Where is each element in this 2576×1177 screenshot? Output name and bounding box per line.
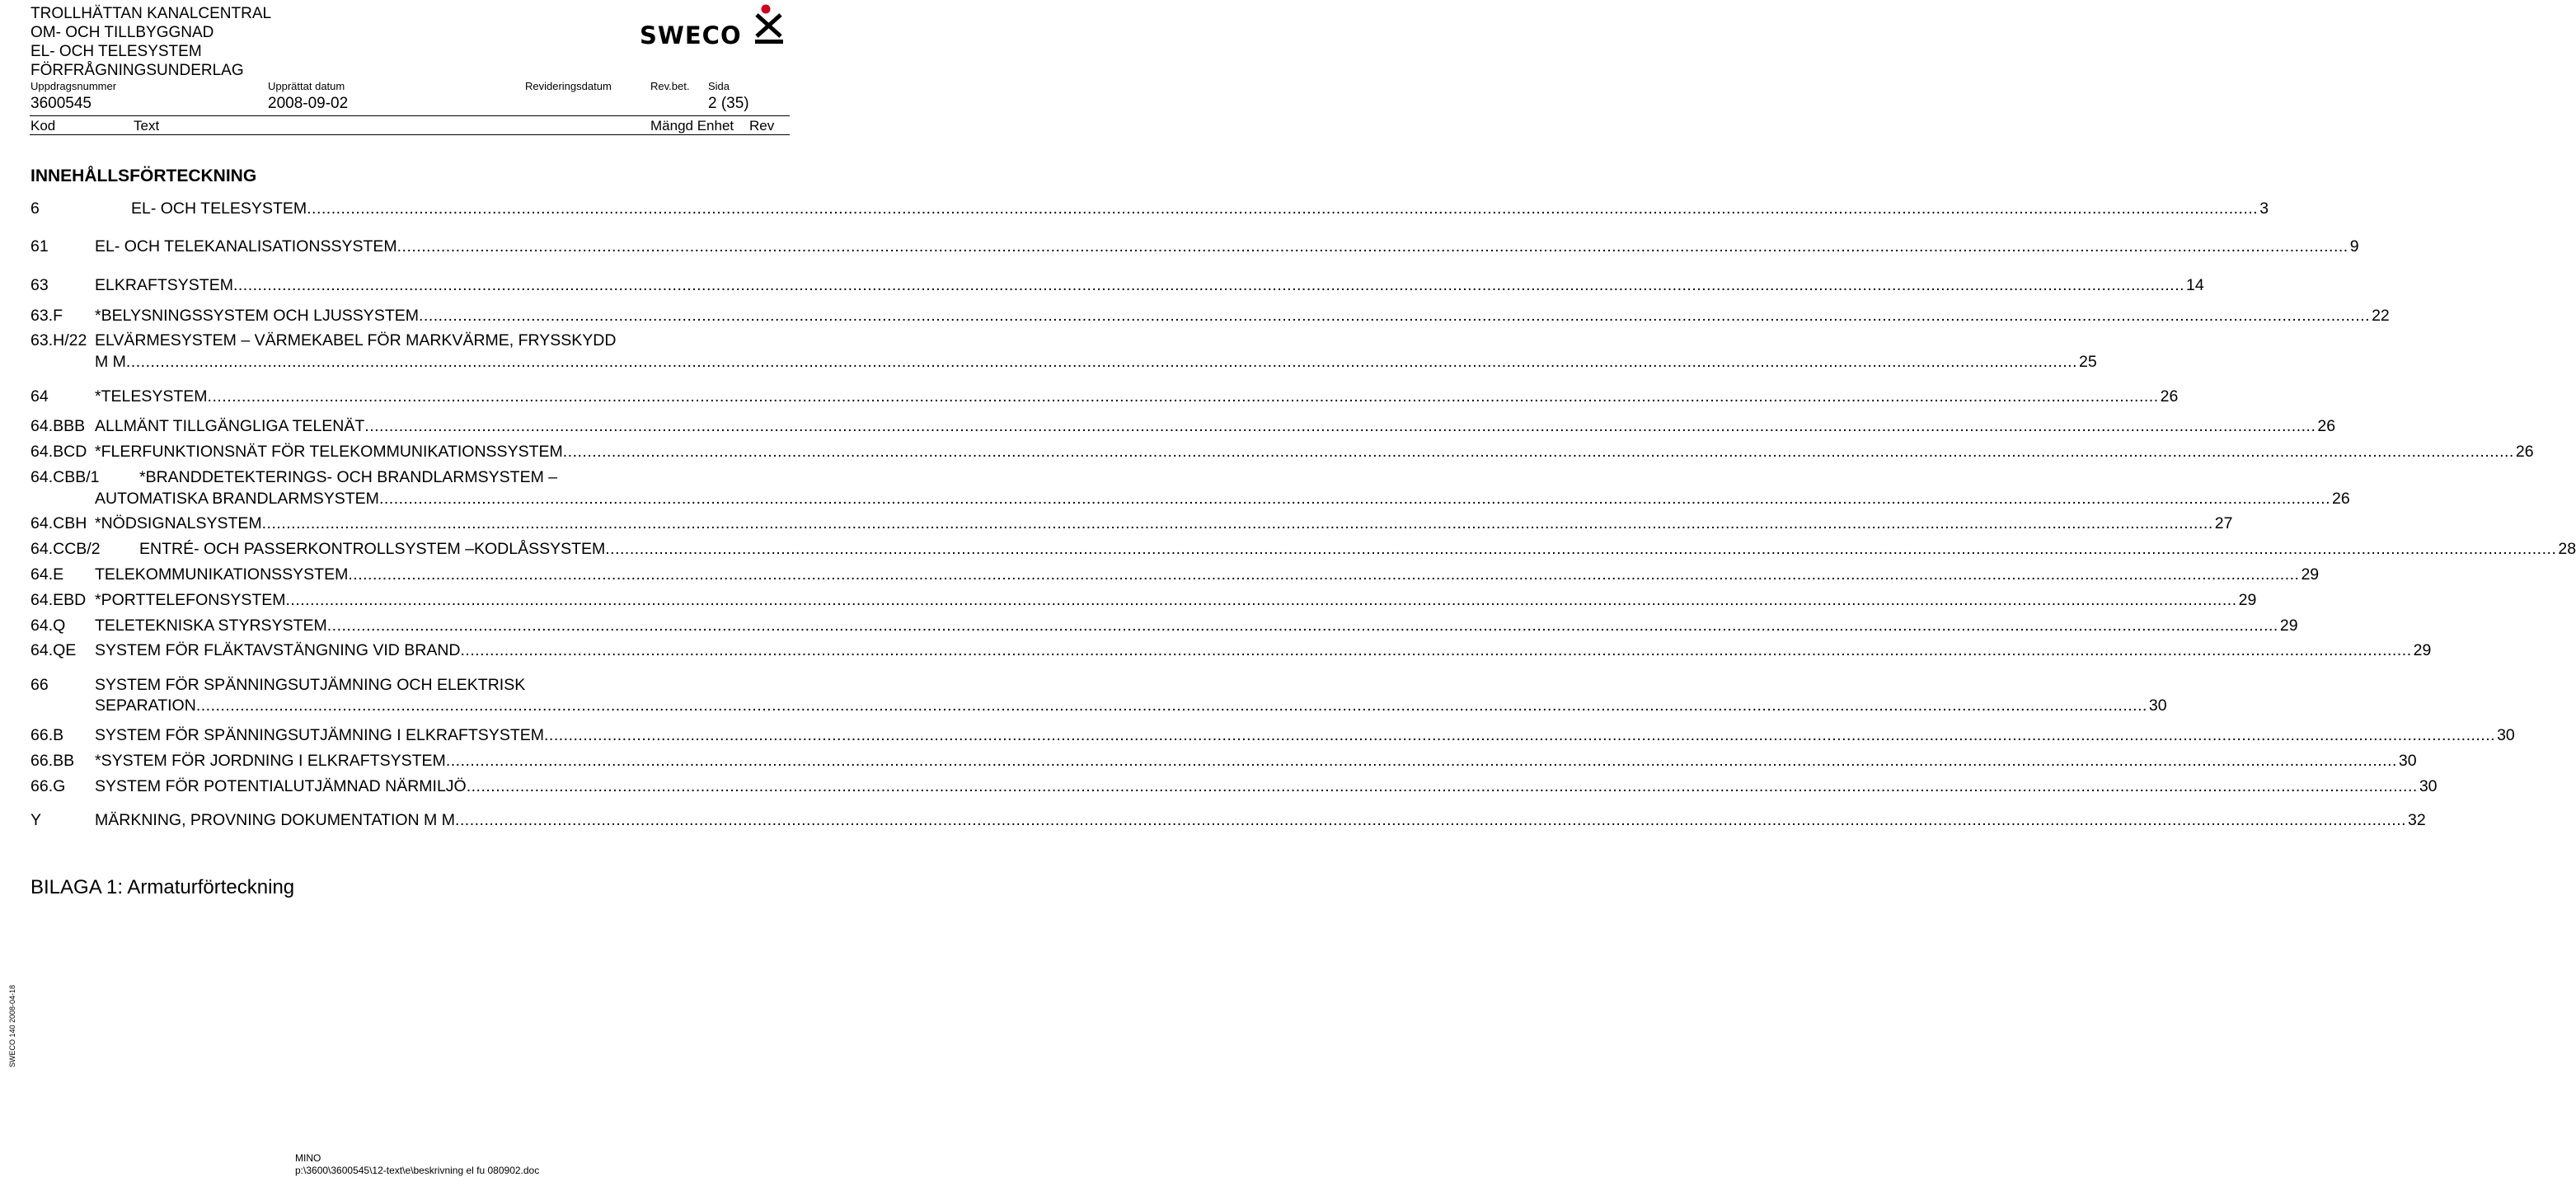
toc-entry[interactable] [30,198,2269,219]
label-revideringsdatum: Revideringsdatum [525,80,612,92]
column-text: Text [134,118,160,134]
toc-entry-title: SYSTEM FÖR SPÄNNINGSUTJÄMNING I ELKRAFTSYSTEM [95,726,544,744]
column-rev: Rev [749,118,775,134]
toc-entry[interactable] [30,776,2438,797]
toc-entry[interactable] [30,809,2426,831]
toc-entry-title: EL- OCH TELEKANALISATIONSSYSTEM [95,237,397,256]
toc-entry-continuation[interactable] [30,488,2350,509]
toc-entry-leader: ................................................................................................................................................................................................................................................................................................................................................................................................................ [454,811,2407,829]
toc-entry-code: 64.E [30,565,64,584]
toc-entry-page: 22 [2372,307,2390,325]
toc-entry-leader: ................................................................................................................................................................................................................................................................................................................................................................................................................ [605,540,2557,558]
toc-entry-title: ALLMÄNT TILLGÄNGLIGA TELENÄT [95,417,365,435]
toc-entry-leader: ................................................................................................................................................................................................................................................................................................................................................................................................................ [396,237,2348,256]
toc-entry-continuation[interactable] [30,351,2097,373]
toc-entry-code: 63.H/22 [30,331,87,349]
toc-entry-title-continued: SEPARATION [95,696,196,715]
toc-entry-code: 64.EBD [30,591,87,609]
toc-entry-title: *BELYSNINGSSYSTEM OCH LJUSSYSTEM [95,307,419,325]
toc-entry-page: 29 [2413,641,2432,659]
toc-entry-page: 28 [2558,540,2576,558]
toc-entry-title: TELEKOMMUNIKATIONSSYSTEM [95,565,349,584]
toc-entry-code: 66.B [30,726,64,744]
toc-entry[interactable] [30,674,758,696]
toc-entry-title: ELVÄRMESYSTEM – VÄRMEKABEL FÖR MARKVÄRME, FRYSSKYDD [95,331,617,349]
toc-entry[interactable] [30,750,2417,771]
toc-entry-title: *PORTTELEFONSYSTEM [95,591,286,609]
toc-entry-title: *TELESYSTEM [95,387,208,406]
toc-entry[interactable] [30,615,2298,636]
project-title-line-1: TROLLHÄTTAN KANALCENTRAL [30,5,272,22]
toc-entry-page: 26 [2515,443,2534,461]
toc-entry-title: SYSTEM FÖR FLÄKTAVSTÄNGNING VID BRAND [95,641,461,659]
project-title-line-4: FÖRFRÅGNINGSUNDERLAG [30,62,244,79]
toc-entry-page: 26 [2332,490,2350,508]
toc-entry-code: 66.G [30,777,66,795]
toc-entry-leader: ................................................................................................................................................................................................................................................................................................................................................................................................................ [326,617,2278,635]
toc-entry-leader: ................................................................................................................................................................................................................................................................................................................................................................................................................ [307,199,2259,218]
toc-entry-code: 64 [30,387,49,406]
toc-entry-title: EL- OCH TELESYSTEM [131,199,307,218]
toc-entry-continuation[interactable] [30,695,2167,716]
toc-entry-leader: ................................................................................................................................................................................................................................................................................................................................................................................................................ [285,591,2237,609]
toc-entry-leader: ................................................................................................................................................................................................................................................................................................................................................................................................................ [418,307,2371,325]
toc-entry[interactable] [30,441,2534,462]
toc-entry-page: 26 [2317,417,2336,435]
value-sida: 2 (35) [708,95,749,112]
sweco-figure-icon [752,3,786,46]
header-rule-top [30,115,790,116]
toc-entry-title: *FLERFUNKTIONSNÄT FÖR TELEKOMMUNIKATIONSSYSTEM [95,443,563,461]
toc-entry-page: 26 [2160,387,2179,406]
label-uppdragsnummer: Uppdragsnummer [30,80,117,92]
toc-entry[interactable] [30,305,2390,326]
toc-entry-title: *NÖDSIGNALSYSTEM [95,514,262,532]
toc-entry-code: 66 [30,676,49,694]
toc-entry-title: TELETEKNISKA STYRSYSTEM [95,617,327,635]
toc-entry[interactable] [30,538,2576,560]
toc-entry[interactable] [30,386,2179,407]
toc-entry-title: *SYSTEM FÖR JORDNING I ELKRAFTSYSTEM [95,752,446,770]
toc-entry-leader: ................................................................................................................................................................................................................................................................................................................................................................................................................ [460,641,2412,659]
toc-entry[interactable] [30,564,2320,585]
toc-entry-leader: ................................................................................................................................................................................................................................................................................................................................................................................................................ [232,276,2185,294]
toc-entry-page: 30 [2419,777,2438,795]
toc-entry-leader: ................................................................................................................................................................................................................................................................................................................................................................................................................ [261,514,2213,532]
toc-entry[interactable] [30,589,2257,611]
label-upprattat-datum: Upprättat datum [268,80,345,92]
logo-wordmark: SWECO [640,21,742,49]
project-title-line-2: OM- OCH TILLBYGGNAD [30,24,214,41]
toc-entry[interactable] [30,640,2432,661]
toc-entry-code: 64.BBB [30,417,86,435]
toc-entry-leader: ................................................................................................................................................................................................................................................................................................................................................................................................................ [348,565,2300,584]
toc-entry-leader: ................................................................................................................................................................................................................................................................................................................................................................................................................ [445,752,2397,770]
toc-entry-page: 14 [2186,276,2204,294]
company-logo [640,3,788,49]
toc-entry-page: 3 [2259,199,2269,218]
toc-entry[interactable] [30,467,758,488]
toc-entry-leader: ................................................................................................................................................................................................................................................................................................................................................................................................................ [466,777,2418,795]
label-revbet: Rev.bet. [650,80,690,92]
toc-entry-code: 64.CBH [30,514,87,532]
toc-entry-page: 25 [2079,353,2097,371]
toc-entry-leader: ................................................................................................................................................................................................................................................................................................................................................................................................................ [562,443,2514,461]
toc-entry-leader: ................................................................................................................................................................................................................................................................................................................................................................................................................ [207,387,2159,406]
toc-entry[interactable] [30,415,2336,437]
toc-entry-code: Y [30,811,42,829]
toc-entry-title: ELKRAFTSYSTEM [95,276,233,294]
toc-entry-code: 66.BB [30,752,75,770]
toc-entry-leader: ................................................................................................................................................................................................................................................................................................................................................................................................................ [543,726,2496,744]
toc-entry-title: SYSTEM FÖR POTENTIALUTJÄMNAD NÄRMILJÖ [95,777,467,795]
toc-entry-code: 6 [30,199,40,218]
toc-entry[interactable] [30,724,2515,746]
footer-path: p:\3600\3600545\12-text\e\beskrivning el fu 080902.doc [295,1165,540,1176]
header-rule-bottom [30,134,790,135]
toc-entry-leader: ................................................................................................................................................................................................................................................................................................................................................................................................................ [195,696,2147,715]
side-template-id: SWECO 140 2008-04-18 [8,984,16,1068]
project-title-line-3: EL- OCH TELESYSTEM [30,43,202,60]
toc-entry-code: 64.BCD [30,443,87,461]
toc-entry[interactable] [30,513,2233,534]
toc-heading: INNEHÅLLSFÖRTECKNING [30,166,257,185]
toc-entry-leader: ................................................................................................................................................................................................................................................................................................................................................................................................................ [378,490,2331,508]
toc-entry-code: 64.Q [30,617,66,635]
toc-entry-title: ENTRÉ- OCH PASSERKONTROLLSYSTEM –KODLÅSSYSTEM [139,540,606,558]
toc-entry-title: *BRANDDETEKTERINGS- OCH BRANDLARMSYSTEM – [139,468,558,486]
toc-entry-title-continued: M M [95,353,126,371]
footer-user: MINO [295,1152,321,1164]
value-uppdragsnummer: 3600545 [30,95,91,112]
toc-entry-code: 64.CCB/2 [30,540,101,558]
toc-entry-page: 29 [2301,565,2320,584]
column-kod: Kod [30,118,56,134]
toc-entry-title: SYSTEM FÖR SPÄNNINGSUTJÄMNING OCH ELEKTRISK [95,676,526,694]
label-sida: Sida [708,80,730,92]
toc-entry-title-continued: AUTOMATISKA BRANDLARMSYSTEM [95,490,379,508]
toc-entry-leader: ................................................................................................................................................................................................................................................................................................................................................................................................................ [364,417,2316,435]
toc-entry[interactable] [30,330,758,351]
toc-entry-code: 61 [30,237,49,256]
toc-entry-title: MÄRKNING, PROVNING DOKUMENTATION M M [95,811,455,829]
toc-entry-page: 27 [2214,514,2233,532]
toc-entry-page: 30 [2398,752,2417,770]
toc-entry-page: 30 [2148,696,2167,715]
toc-entry-leader: ................................................................................................................................................................................................................................................................................................................................................................................................................ [125,353,2077,371]
toc-entry-code: 64.QE [30,641,77,659]
toc-entry-code: 63 [30,276,49,294]
toc-entry[interactable] [30,236,2359,257]
toc-entry-page: 29 [2279,617,2298,635]
toc-entry-code: 64.CBB/1 [30,468,100,486]
toc-entry-page: 32 [2408,811,2426,829]
toc-entry-code: 63.F [30,307,63,325]
value-upprattat-datum: 2008-09-02 [268,95,349,112]
column-mangd-enhet: Mängd Enhet [650,118,734,134]
toc-entry-page: 29 [2238,591,2257,609]
appendix-label: BILAGA 1: Armaturförteckning [30,876,295,898]
toc-entry[interactable] [30,274,2204,296]
toc-entry-page: 9 [2349,237,2359,256]
toc-entry-page: 30 [2497,726,2515,744]
